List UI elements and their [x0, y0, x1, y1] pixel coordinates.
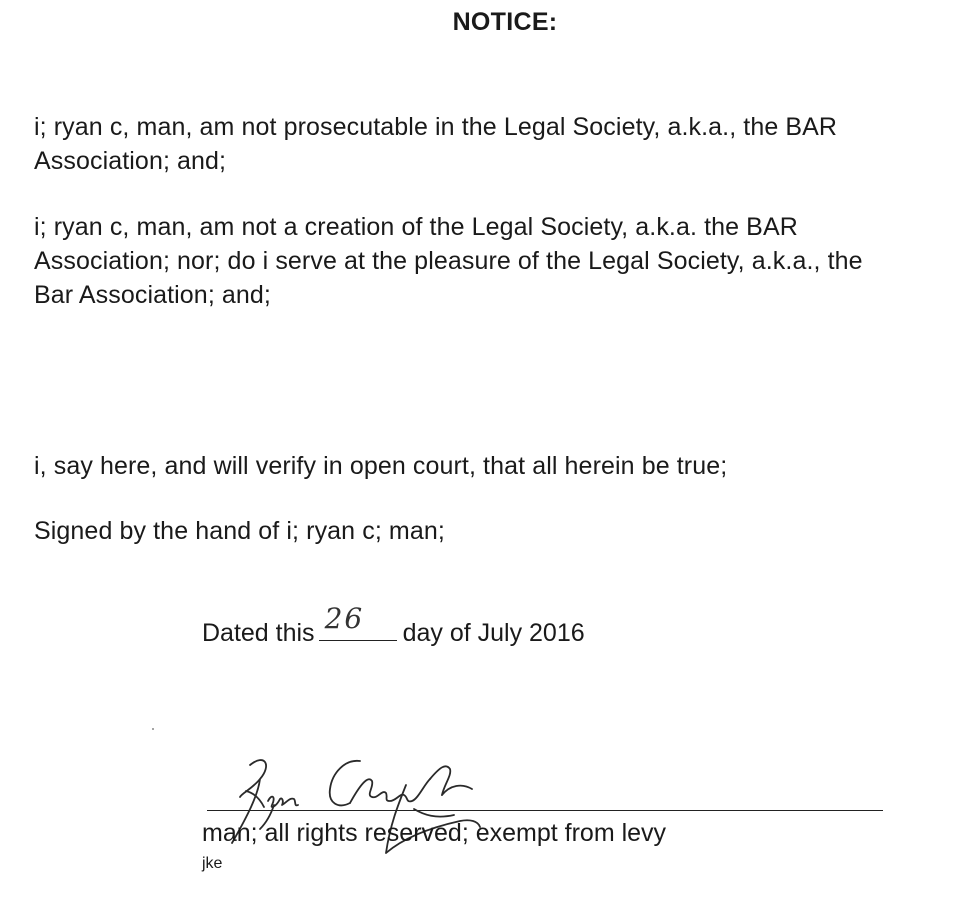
paragraph-not-prosecutable — [34, 110, 969, 178]
dated-suffix: day of July 2016 — [402, 619, 585, 647]
day-blank — [319, 602, 397, 641]
paragraph-line: i; ryan c, man, am not prosecutable in the Legal Society, a.k.a., the BAR — [34, 113, 838, 141]
paragraph-line: i, say here, and will verify in open court, that all herein be true; — [34, 452, 728, 480]
preparer-initials: jke — [202, 855, 223, 872]
paragraph-verification — [34, 449, 969, 483]
handwritten-day: 26 — [324, 602, 365, 635]
paragraph-signed-by — [34, 514, 969, 548]
paragraph-line: Association; nor; do i serve at the pleasure of the Legal Society, a.k.a., the — [34, 247, 863, 275]
paragraph-line: Association; and; — [34, 147, 227, 175]
paragraph-not-a-creation — [34, 210, 969, 312]
paragraph-line: Bar Association; and; — [34, 281, 271, 309]
dated-prefix: Dated this — [202, 619, 315, 647]
scan-speck — [152, 728, 154, 730]
signature-caption: man; all rights reserved; exempt from levy — [202, 819, 667, 847]
paragraph-line: i; ryan c, man, am not a creation of the Legal Society, a.k.a. the BAR — [34, 213, 798, 241]
dated-line — [202, 602, 585, 650]
document-title: NOTICE: — [452, 8, 558, 36]
paragraph-line: Signed by the hand of i; ryan c; man; — [34, 517, 445, 545]
